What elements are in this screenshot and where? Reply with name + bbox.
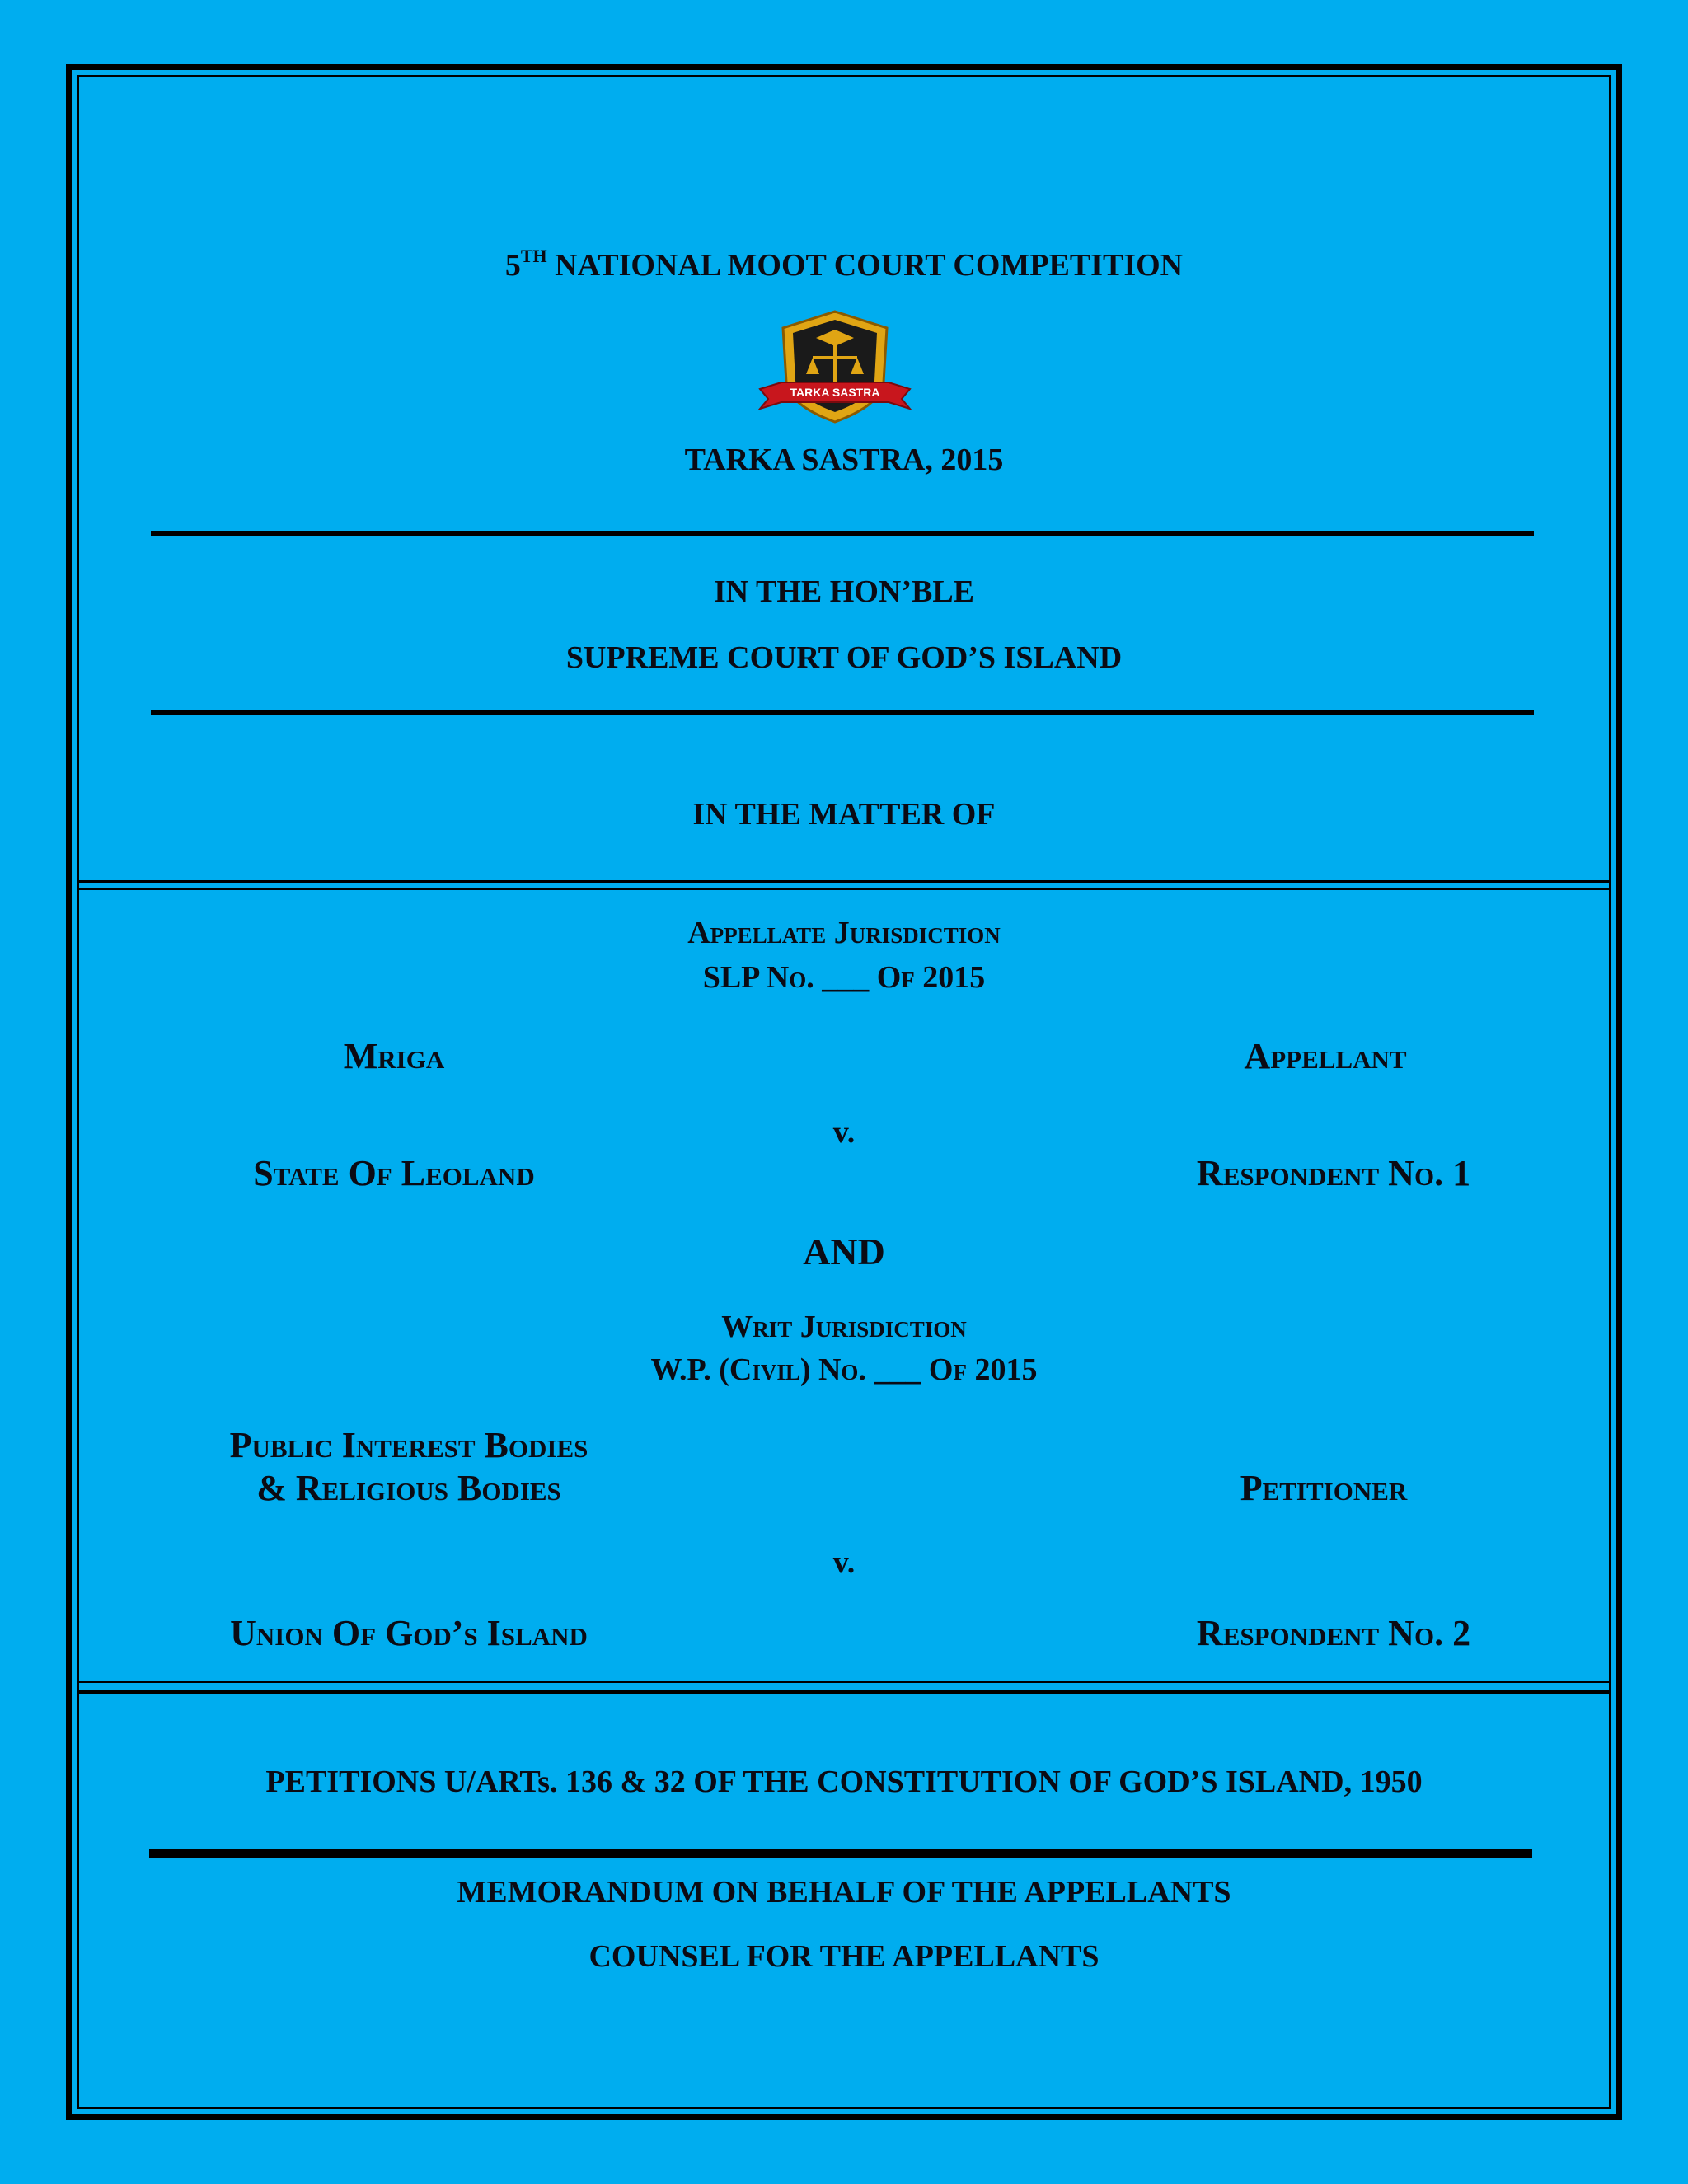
emblem-text: TARKA SASTRA — [790, 386, 880, 399]
divider — [77, 888, 1611, 890]
counsel-heading: COUNSEL FOR THE APPELLANTS — [588, 1939, 1100, 1974]
matter-heading: IN THE MATTER OF — [692, 797, 996, 832]
slp-case-number: SLP No. ___ Of 2015 — [702, 960, 986, 995]
petitioner-name-line-1: Public Interest Bodies — [229, 1425, 588, 1465]
writ-jurisdiction: Writ Jurisdiction — [721, 1310, 967, 1344]
event-title: TARKA SASTRA, 2015 — [684, 443, 1004, 477]
respondent-2-role: Respondent No. 2 — [1196, 1613, 1471, 1653]
appellant-name: Mriga — [343, 1036, 445, 1076]
court-line-1: IN THE HON’BLE — [713, 574, 975, 609]
competition-ordinal: 5 — [504, 248, 521, 283]
competition-title-text: NATIONAL MOOT COURT COMPETITION — [555, 248, 1184, 283]
divider — [77, 880, 1611, 883]
appellate-jurisdiction: Appellate Jurisdiction — [687, 916, 1001, 950]
memorandum-heading: MEMORANDUM ON BEHALF OF THE APPELLANTS — [457, 1875, 1231, 1910]
petitioner-name-line-2: & Religious Bodies — [256, 1468, 561, 1508]
competition-superscript: TH — [520, 246, 547, 266]
versus: v. — [832, 1115, 856, 1150]
and-label: AND — [803, 1230, 885, 1272]
appellant-role: Appellant — [1244, 1036, 1407, 1076]
petitioner-role: Petitioner — [1240, 1468, 1408, 1508]
divider — [151, 710, 1534, 715]
versus: v. — [832, 1545, 856, 1580]
respondent-2-name: Union Of God’s Island — [230, 1613, 588, 1653]
respondent-1-role: Respondent No. 1 — [1196, 1153, 1471, 1193]
tarka-sastra-emblem — [757, 307, 913, 430]
court-line-2: SUPREME COURT OF GOD’S ISLAND — [565, 640, 1123, 675]
divider — [149, 1849, 1532, 1858]
petitions-heading: PETITIONS U/ARTs. 136 & 32 OF THE CONSTITUTION OF GOD’S ISLAND, 1950 — [265, 1765, 1423, 1799]
divider — [77, 1681, 1611, 1683]
competition-title — [0, 246, 1688, 284]
divider — [77, 1690, 1611, 1694]
respondent-1-name: State Of Leoland — [253, 1153, 535, 1193]
wp-case-number: W.P. (Civil) No. ___ Of 2015 — [650, 1352, 1038, 1387]
divider — [151, 531, 1534, 536]
